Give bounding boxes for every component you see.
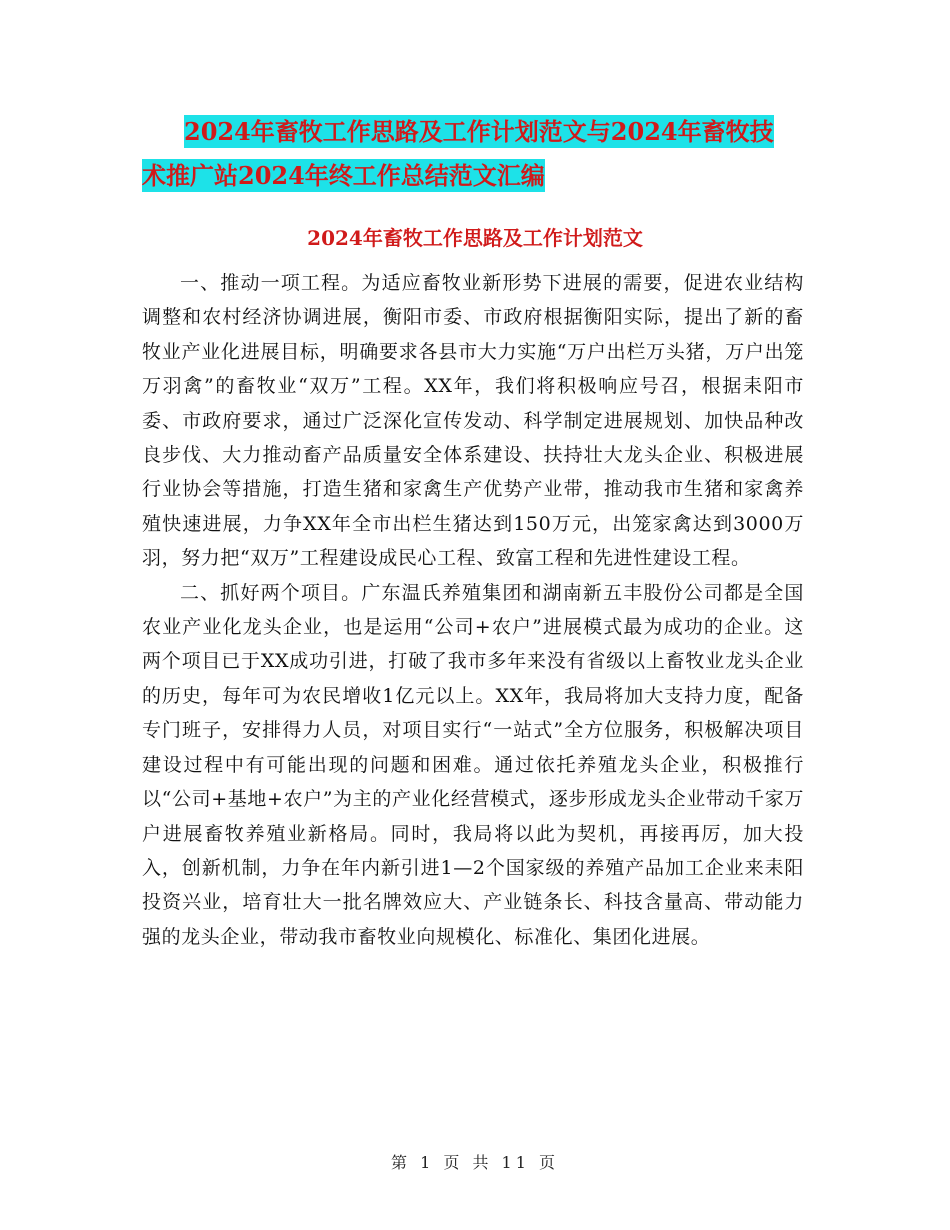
page-footer: 第 1 页 共 11 页 xyxy=(391,1153,559,1172)
title-line-2-wrap xyxy=(142,154,822,198)
paragraph-2: 二、抓好两个项目。广东温氏养殖集团和湖南新五丰股份公司都是全国农业产业化龙头企业，也是运用“公司+农户”进展模式最为成功的企业。这两个项目已于XX成功引进，打破了我市多年来没有省级以上畜牧业龙头企业的历史，每年可为农民增收1亿元以上。XX年，我局将加大支持力度，配备专门班子，安排得力人员，对项目实行“一站式”全方位服务，积极解决项目建设过程中有可能出现的问题和困难。通过依托养殖龙头企业，积极推行以“公司+基地+农户”为主的产业化经营模式，逐步形成龙头企业带动千家万户进展畜牧养殖业新格局。同时，我局将以此为契机，再接再厉，加大投入，创新机制，力争在年内新引进1—2个国家级的养殖产品加工企业来耒阳投资兴业，培育壮大一批名牌效应大、产业链条长、科技含量高、带动能力强的龙头企业，带动我市畜牧业向规模化、标准化、集团化进展。 xyxy=(142,581,804,948)
body-text xyxy=(142,266,804,954)
title-line-2: 术推广站2024年终工作总结范文汇编 xyxy=(142,161,545,190)
section-title: 2024年畜牧工作思路及工作计划范文 xyxy=(307,226,643,250)
title-line-1-wrap xyxy=(142,110,822,154)
title-line-1: 2024年畜牧工作思路及工作计划范文与2024年畜牧技 xyxy=(184,117,774,146)
document-title xyxy=(142,110,822,198)
paragraph-1: 一、推动一项工程。为适应畜牧业新形势下进展的需要，促进农业结构调整和农村经济协调进展，衡阳市委、市政府根据衡阳实际，提出了新的畜牧业产业化进展目标，明确要求各县市大力实施“万户出栏万头猪，万户出笼万羽禽”的畜牧业“双万”工程。XX年，我们将积极响应号召，根据耒阳市委、市政府要求，通过广泛深化宣传发动、科学制定进展规划、加快品种改良步伐、大力推动畜产品质量安全体系建设、扶持壮大龙头企业、积极进展行业协会等措施，打造生猪和家禽生产优势产业带，推动我市生猪和家禽养殖快速进展，力争XX年全市出栏生猪达到150万元，出笼家禽达到3000万羽，努力把“双万”工程建设成民心工程、致富工程和先进性建设工程。 xyxy=(142,272,804,570)
